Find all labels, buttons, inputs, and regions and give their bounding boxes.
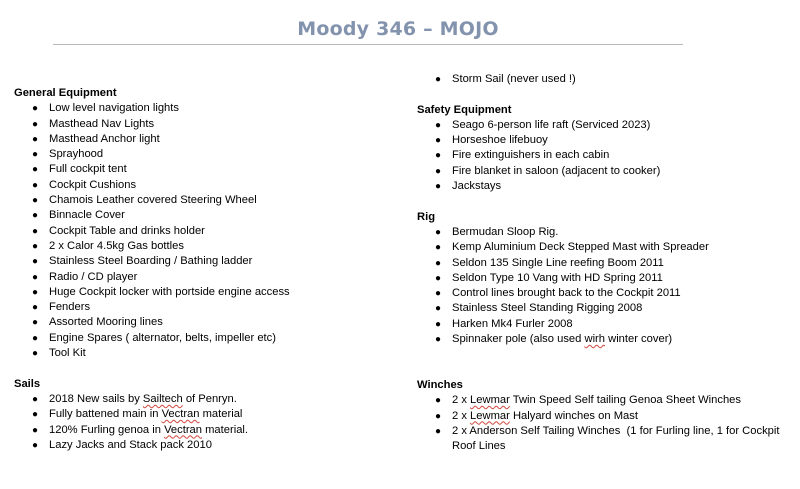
item-text: Bermudan Sloop Rig.: [452, 225, 559, 238]
item-text: Kemp Aluminium Deck Stepped Mast with Spreader: [452, 241, 709, 254]
bullet-icon: ●: [32, 393, 39, 405]
list-item: [14, 101, 394, 116]
bullet-icon: ●: [32, 424, 39, 436]
list-item: [14, 392, 394, 407]
bullet-icon: ●: [32, 210, 39, 222]
list-item: [417, 72, 797, 87]
list-item: [14, 132, 394, 147]
bullet-icon: ●: [32, 179, 39, 191]
section-spacer: [417, 363, 797, 378]
item-text: Seago 6-person life raft (Serviced 2023): [452, 118, 651, 131]
bullet-icon: ●: [32, 256, 39, 268]
bullet-icon: ●: [32, 439, 39, 451]
list-item: [417, 179, 797, 194]
bullet-icon: ●: [435, 135, 442, 147]
list-item: [14, 423, 394, 438]
section-heading: Sails: [14, 377, 41, 390]
item-text: Control lines brought back to the Cockpit 2011: [452, 287, 681, 300]
spellcheck-flagged-word: Vectran: [161, 408, 200, 421]
item-text: Fire blanket in saloon (adjacent to cooker): [452, 164, 661, 177]
list-item: [14, 407, 394, 422]
winches-list: [417, 393, 797, 454]
list-item: [14, 346, 394, 361]
bullet-icon: ●: [32, 286, 39, 298]
right-column: [417, 72, 797, 454]
item-text: Jackstays: [452, 180, 502, 193]
list-item: [417, 332, 797, 347]
list-item: [417, 240, 797, 255]
bullet-icon: ●: [435, 150, 442, 162]
list-item: [14, 193, 394, 208]
item-text: Storm Sail (never used !): [452, 73, 576, 85]
item-text: Harken Mk4 Furler 2008: [452, 317, 573, 330]
item-text: 2 x Calor 4.5kg Gas bottles: [49, 239, 184, 252]
bullet-icon: ●: [32, 118, 39, 130]
title-divider: [53, 44, 683, 45]
item-text: Seldon Type 10 Vang with HD Spring 2011: [452, 271, 663, 284]
item-text: material.: [202, 423, 249, 436]
item-text: Chamois Leather covered Steering Wheel: [49, 194, 257, 207]
section-heading: Safety Equipment: [417, 103, 512, 116]
item-text: Spinnaker pole (also used: [452, 333, 585, 346]
item-text: winter cover): [605, 333, 673, 346]
item-text: 2 x: [452, 394, 471, 407]
bullet-icon: ●: [32, 317, 39, 329]
section-spacer: [417, 87, 797, 102]
section-heading: Rig: [417, 210, 436, 223]
spellcheck-flagged-word: wirh: [584, 333, 605, 346]
item-text: Masthead Nav Lights: [49, 117, 155, 130]
spellcheck-flagged-word: Lewmar: [470, 409, 510, 422]
item-text: Full cockpit tent: [49, 163, 127, 176]
list-item: [417, 164, 797, 179]
list-item: [14, 331, 394, 346]
item-text: Horseshoe lifebuoy: [452, 134, 548, 147]
left-column: [14, 86, 394, 453]
list-item: [417, 133, 797, 148]
item-text: Binnacle Cover: [49, 209, 125, 222]
bullet-icon: ●: [435, 334, 442, 346]
bullet-icon: ●: [32, 240, 39, 252]
bullet-icon: ●: [435, 181, 442, 193]
item-text: Masthead Anchor light: [49, 132, 160, 145]
item-text: Fully battened main in: [49, 408, 162, 421]
item-text: Twin Speed Self tailing Genoa Sheet Winches: [509, 394, 741, 407]
item-text: Tool Kit: [49, 347, 86, 360]
item-text: Stainless Steel Standing Rigging 2008: [452, 302, 643, 315]
item-text: 2 x: [452, 409, 471, 422]
item-text: Radio / CD player: [49, 270, 138, 283]
bullet-icon: ●: [32, 332, 39, 344]
list-item: [14, 208, 394, 223]
bullet-icon: ●: [32, 271, 39, 283]
item-text: material: [199, 408, 243, 421]
list-item: [417, 286, 797, 301]
list-item: [417, 271, 797, 286]
item-text: Low level navigation lights: [49, 102, 179, 115]
bullet-icon: ●: [435, 226, 442, 238]
list-item: [14, 285, 394, 300]
item-text: Huge Cockpit locker with portside engine access: [49, 285, 290, 298]
list-item: [14, 254, 394, 269]
bullet-icon: ●: [32, 195, 39, 207]
section-winches: [417, 378, 797, 454]
rig-list: [417, 225, 797, 347]
item-text: Fire extinguishers in each cabin: [452, 149, 610, 162]
section-spacer: [417, 194, 797, 209]
section-spacer: [14, 361, 394, 376]
list-item: [417, 225, 797, 240]
list-item: [417, 118, 797, 133]
bullet-icon: ●: [435, 318, 442, 330]
list-item: [417, 317, 797, 332]
list-item: [14, 117, 394, 132]
item-text: Assorted Mooring lines: [49, 316, 163, 329]
spellcheck-flagged-word: Lewmar: [470, 394, 510, 407]
bullet-icon: ●: [435, 410, 442, 422]
bullet-icon: ●: [32, 164, 39, 176]
list-item: [417, 148, 797, 163]
item-text: Cockpit Table and drinks holder: [49, 224, 205, 237]
bullet-icon: ●: [435, 288, 442, 300]
sails-list: [14, 392, 394, 453]
item-text: Stainless Steel Boarding / Bathing ladder: [49, 255, 253, 268]
list-item: [14, 178, 394, 193]
list-item: [14, 315, 394, 330]
bullet-icon: ●: [32, 103, 39, 115]
item-text: Lazy Jacks and Stack pack 2010: [49, 438, 212, 451]
bullet-icon: ●: [435, 119, 442, 131]
list-item: [14, 224, 394, 239]
bullet-icon: ●: [32, 133, 39, 145]
section-spacer: [417, 347, 797, 362]
item-text: Sprayhood: [49, 148, 104, 161]
list-item: [14, 147, 394, 162]
item-text: 2018 New sails by: [49, 392, 143, 405]
general-equipment-list: [14, 101, 394, 361]
bullet-icon: ●: [435, 74, 442, 85]
bullet-icon: ●: [435, 395, 442, 407]
bullet-icon: ●: [32, 348, 39, 360]
document-title: Moody 346 – MOJO: [297, 18, 499, 40]
section-general-equipment: [14, 86, 394, 361]
bullet-icon: ●: [32, 225, 39, 237]
list-item: [417, 409, 797, 424]
section-rig: [417, 210, 797, 348]
bullet-icon: ●: [435, 425, 442, 437]
sails-list-continued: [417, 72, 797, 87]
list-item: [14, 239, 394, 254]
section-sails: [14, 377, 394, 453]
spellcheck-flagged-word: Sailtech: [142, 392, 183, 405]
item-text: 120% Furling genoa in: [49, 423, 165, 436]
list-item: [417, 301, 797, 316]
list-item: [14, 300, 394, 315]
item-text: 2 x Anderson Self Tailing Winches (1 for Furling line, 1 for Cockpit Roof Lines: [452, 424, 783, 453]
item-text: Seldon 135 Single Line reefing Boom 2011: [452, 256, 664, 269]
spellcheck-flagged-word: Vectran: [164, 423, 202, 436]
bullet-icon: ●: [435, 257, 442, 269]
list-item: [14, 438, 394, 453]
list-item: [417, 393, 797, 408]
bullet-icon: ●: [32, 302, 39, 314]
safety-equipment-list: [417, 118, 797, 194]
list-item: [417, 424, 797, 455]
item-text: Cockpit Cushions: [49, 178, 137, 191]
list-item: [417, 256, 797, 271]
bullet-icon: ●: [435, 242, 442, 254]
section-heading: General Equipment: [14, 87, 117, 99]
bullet-icon: ●: [435, 272, 442, 284]
item-text: Halyard winches on Mast: [509, 409, 638, 422]
bullet-icon: ●: [32, 149, 39, 161]
item-text: Fenders: [49, 301, 91, 314]
list-item: [14, 162, 394, 177]
section-safety-equipment: [417, 103, 797, 195]
bullet-icon: ●: [435, 165, 442, 177]
bullet-icon: ●: [435, 303, 442, 315]
list-item: [14, 270, 394, 285]
item-text: Engine Spares ( alternator, belts, impeller etc): [49, 331, 276, 344]
section-heading: Winches: [417, 378, 463, 391]
bullet-icon: ●: [32, 409, 39, 421]
item-text: of Penryn.: [182, 392, 237, 405]
